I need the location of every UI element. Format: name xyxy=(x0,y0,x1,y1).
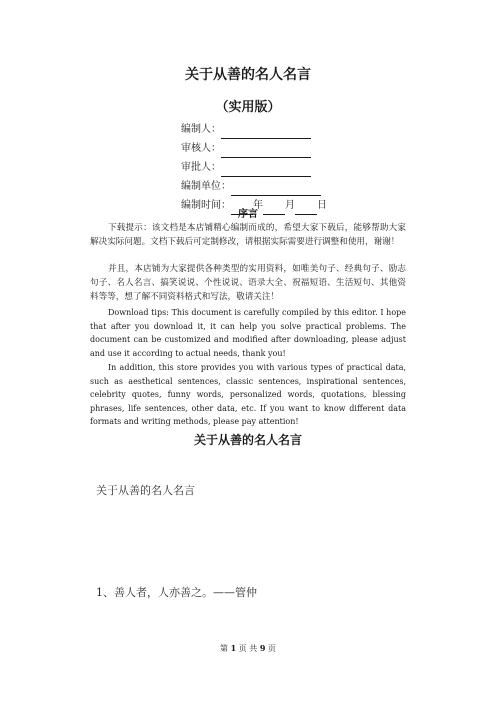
current-page: 1 xyxy=(230,643,237,653)
year-label: 年 xyxy=(253,200,263,211)
preface-heading: 序言 xyxy=(238,209,258,220)
footer-middle: 页 共 xyxy=(238,644,258,653)
quote-1: 1、善人者，人亦善之。——管仲 xyxy=(96,586,257,599)
preface-paragraph-2: 并且，本店铺为大家提供各种类型的实用资料，如唯美句子、经典句子、励志句子、名人名言、搞笑说说、个性说说、语录大全、祝福短语、生活短句、其他资料等等，想了解不同资料格式和写法，敬请关注！ xyxy=(90,264,406,302)
day-label: 日 xyxy=(317,200,327,211)
reviewer-row xyxy=(181,139,327,158)
preface-paragraph-1: 下载提示：该文档是本店铺精心编制而成的，希望大家下载后，能够帮助大家解决实际问题。文档下载后可定制修改，请根据实际需要进行调整和使用，谢谢！ xyxy=(90,223,406,247)
footer-prefix: 第 xyxy=(220,644,229,653)
time-label: 编制时间： xyxy=(181,200,231,211)
body-heading-line: 关于从善的名人名言 xyxy=(96,484,195,497)
month-label: 月 xyxy=(285,200,295,211)
document-subtitle: （实用版） xyxy=(215,100,281,115)
approver-label: 审批人： xyxy=(181,162,221,173)
editor-label: 编制人： xyxy=(181,124,221,135)
page-footer xyxy=(0,643,496,654)
reviewer-blank xyxy=(221,145,311,158)
unit-row xyxy=(181,177,327,196)
unit-label: 编制单位： xyxy=(181,181,231,192)
approver-row xyxy=(181,158,327,177)
document-title: 关于从善的名人名言 xyxy=(185,67,311,83)
total-pages: 9 xyxy=(259,643,266,653)
preface-paragraph-3: Download tips: This document is carefully compiled by this editor. I hope that after you download it, it can help you solve practical problems. The document can be customized and modified after downloading, please adjust and use it according to actual needs, thank you! xyxy=(90,308,406,358)
editor-blank xyxy=(221,126,311,139)
meta-block xyxy=(181,120,327,215)
reviewer-label: 审核人： xyxy=(181,143,221,154)
editor-row xyxy=(181,120,327,139)
section-title: 关于从善的名人名言 xyxy=(193,433,302,447)
preface-paragraph-4: In addition, this store provides you with various types of practical data, such as aesthetical sentences, classic sentences, inspirational sentences, celebrity quotes, funny words, personalized words, quotations, blessing phrases, life sentences, other data, etc. If you want to know different data formats and writing methods, please pay attention! xyxy=(90,363,406,427)
unit-blank xyxy=(231,183,321,196)
footer-suffix: 页 xyxy=(267,644,276,653)
approver-blank xyxy=(221,164,311,177)
